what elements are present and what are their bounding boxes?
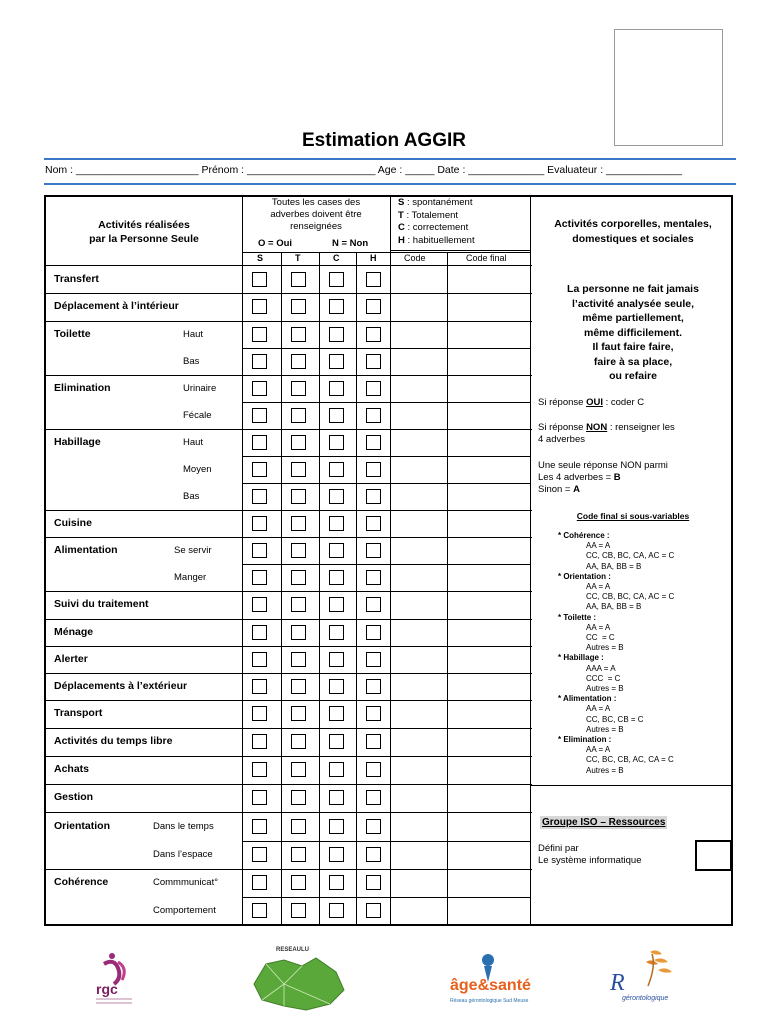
checkbox-t[interactable] — [291, 435, 306, 450]
code-final-cell[interactable] — [449, 758, 528, 782]
checkbox-c[interactable] — [329, 734, 344, 749]
column-h-header: H — [370, 253, 377, 263]
subvariable-rule: Autres = B — [586, 684, 624, 694]
legend-bottom-line — [390, 250, 530, 251]
document-title: Estimation AGGIR — [302, 130, 466, 151]
code-cell[interactable] — [392, 675, 445, 698]
code-cell[interactable] — [392, 899, 445, 922]
code-final-cell[interactable] — [449, 377, 528, 400]
checkbox-s[interactable] — [252, 462, 267, 477]
checkbox-t[interactable] — [291, 543, 306, 558]
header-cases-note: Toutes les cases des adverbes doivent être renseignées — [270, 197, 362, 232]
row-label: Gestion — [54, 791, 94, 803]
checkbox-h[interactable] — [366, 543, 381, 558]
subvariable-rule: Autres = B — [586, 765, 624, 775]
subvariable-rule: CC = C — [586, 633, 615, 643]
row-label: Ménage — [54, 625, 94, 638]
subvariable-name: * Alimentation : — [558, 694, 617, 704]
checkbox-s[interactable] — [252, 327, 267, 342]
subvariable-rule: AA, BA, BB = B — [586, 561, 642, 571]
checkbox-s[interactable] — [252, 875, 267, 890]
col-divider-2 — [356, 252, 357, 924]
checkbox-h[interactable] — [366, 903, 381, 918]
code-final-cell[interactable] — [449, 512, 528, 535]
col-divider-right-panel — [530, 196, 531, 924]
header-bottom-line — [44, 265, 532, 266]
checkbox-c[interactable] — [329, 597, 344, 612]
code-cell[interactable] — [392, 621, 445, 644]
checkbox-s[interactable] — [252, 903, 267, 918]
header-non: N = Non — [332, 238, 369, 249]
code-cell[interactable] — [392, 512, 445, 535]
subvariable-rule: Autres = B — [586, 724, 624, 734]
code-cell[interactable] — [392, 295, 445, 319]
checkbox-h[interactable] — [366, 847, 381, 862]
group-line-7 — [44, 591, 532, 592]
group-line-11 — [44, 700, 532, 701]
checkbox-t[interactable] — [291, 381, 306, 396]
row-label: Suivi du traitement — [54, 598, 149, 610]
adverb-legend: S : spontanément T : Totalement C : correctement H : habituellement — [398, 197, 475, 246]
row-label: Orientation — [54, 819, 111, 832]
checkbox-c[interactable] — [329, 847, 344, 862]
code-final-cell[interactable] — [449, 675, 528, 698]
row-sublabel: Dans le temps — [153, 820, 214, 832]
subvariable-rule: AA = A — [586, 622, 611, 632]
checkbox-h[interactable] — [366, 408, 381, 423]
checkbox-s[interactable] — [252, 652, 267, 667]
subvariable-rule: CC, BC, CB, AC, CA = C — [586, 755, 674, 765]
group-line-12 — [44, 728, 532, 729]
rule-non: Si réponse NON : renseigner les 4 adverbes — [538, 422, 675, 445]
checkbox-t[interactable] — [291, 734, 306, 749]
code-final-cell[interactable] — [449, 485, 528, 508]
code-final-cell[interactable] — [449, 871, 528, 895]
subvariable-rule: CC, CB, BC, CA, AC = C — [586, 592, 675, 602]
divider-top — [44, 158, 736, 160]
checkbox-s[interactable] — [252, 543, 267, 558]
group-line-4 — [44, 429, 532, 430]
checkbox-c[interactable] — [329, 381, 344, 396]
checkbox-c[interactable] — [329, 625, 344, 640]
reseau-gerontologique-logo — [606, 946, 680, 1010]
checkbox-s[interactable] — [252, 299, 267, 314]
checkbox-c[interactable] — [329, 679, 344, 694]
code-final-title: Code final si sous-variables — [576, 511, 690, 521]
checkbox-h[interactable] — [366, 462, 381, 477]
checkbox-h[interactable] — [366, 327, 381, 342]
code-final-cell[interactable] — [449, 295, 528, 319]
subvariable-rule: CC, CB, BC, CA, AC = C — [586, 551, 675, 561]
checkbox-h[interactable] — [366, 679, 381, 694]
group-line-3 — [44, 375, 532, 376]
reseau-map-logo — [244, 944, 350, 1014]
checkbox-s[interactable] — [252, 272, 267, 287]
checkbox-t[interactable] — [291, 875, 306, 890]
code-cell[interactable] — [392, 485, 445, 508]
iso-group-box[interactable] — [695, 840, 732, 871]
column-code-final-header: Code final — [466, 253, 507, 263]
code-cell[interactable] — [392, 458, 445, 481]
code-cell[interactable] — [392, 377, 445, 400]
code-final-cell[interactable] — [449, 730, 528, 754]
checkbox-h[interactable] — [366, 625, 381, 640]
subrow-line-21 — [242, 841, 530, 842]
code-cell[interactable] — [392, 843, 445, 867]
code-final-cell[interactable] — [449, 566, 528, 589]
group-line-13 — [44, 756, 532, 757]
row-label: Habillage — [54, 435, 101, 448]
checkbox-c[interactable] — [329, 299, 344, 314]
group-line-2 — [44, 321, 532, 322]
photo-placeholder — [614, 29, 723, 146]
subvariable-rule: Autres = B — [586, 643, 624, 653]
column-c-header: C — [333, 253, 340, 263]
checkbox-h[interactable] — [366, 570, 381, 585]
header-activity-types: Activités corporelles, mentales, domestiques et sociales — [554, 218, 712, 245]
row-label: Elimination — [54, 381, 111, 394]
code-cell[interactable] — [392, 404, 445, 427]
checkbox-t[interactable] — [291, 299, 306, 314]
svg-text:RESEAULU: RESEAULU — [276, 947, 310, 953]
svg-text:âge&santé: âge&santé — [450, 977, 531, 994]
checkbox-h[interactable] — [366, 762, 381, 777]
row-label: Déplacement à l’intérieur — [54, 300, 179, 312]
checkbox-c[interactable] — [329, 327, 344, 342]
row-label: Transfert — [54, 272, 99, 285]
code-cell[interactable] — [392, 786, 445, 810]
checkbox-t[interactable] — [291, 625, 306, 640]
checkbox-h[interactable] — [366, 597, 381, 612]
code-cell[interactable] — [392, 350, 445, 373]
row-sublabel: Haut — [183, 436, 204, 448]
divider-bottom — [44, 183, 736, 185]
column-code-header: Code — [404, 253, 426, 263]
checkbox-t[interactable] — [291, 462, 306, 477]
subvariable-rule: CC, BC, CB = C — [586, 714, 644, 724]
checkbox-t[interactable] — [291, 408, 306, 423]
checkbox-t[interactable] — [291, 597, 306, 612]
checkbox-c[interactable] — [329, 875, 344, 890]
row-label: Alerter — [54, 652, 88, 665]
checkbox-s[interactable] — [252, 625, 267, 640]
group-line-6 — [44, 537, 532, 538]
column-t-header: T — [295, 253, 301, 263]
code-final-cell[interactable] — [449, 899, 528, 922]
row-sublabel: Fécale — [183, 409, 212, 421]
svg-text:gérontologique: gérontologique — [622, 995, 669, 1002]
subvariable-name: * Elimination : — [558, 735, 612, 745]
subrow-line-11 — [242, 564, 530, 565]
age-sante-logo — [448, 950, 531, 1008]
checkbox-c[interactable] — [329, 462, 344, 477]
col-divider-activities — [242, 196, 243, 924]
subrow-line-7 — [242, 456, 530, 457]
row-sublabel: Bas — [183, 490, 200, 502]
code-final-cell[interactable] — [449, 539, 528, 562]
subvariable-name: * Cohérence : — [558, 531, 610, 540]
group-line-15 — [44, 812, 532, 813]
subvariable-rule: AA = A — [586, 745, 611, 755]
checkbox-s[interactable] — [252, 847, 267, 862]
row-label: Cohérence — [54, 876, 109, 888]
identity-line: Nom : _____________________ Prénom : ______________________ Age : _____ Date : _____________ Evaluateur : _____________ — [45, 164, 682, 176]
rule-oui: Si réponse OUI : coder C — [538, 397, 645, 408]
code-cell[interactable] — [392, 566, 445, 589]
header-oui: O = Oui — [258, 238, 293, 249]
checkbox-t[interactable] — [291, 790, 306, 805]
subvariable-name: * Habillage : — [558, 653, 604, 663]
subrow-line-23 — [242, 897, 530, 898]
row-label: Activités du temps libre — [54, 735, 173, 747]
checkbox-t[interactable] — [291, 706, 306, 721]
checkbox-s[interactable] — [252, 679, 267, 694]
svg-text:R: R — [610, 970, 625, 996]
code-final-cell[interactable] — [449, 786, 528, 810]
row-sublabel: Urinaire — [183, 382, 217, 394]
group-line-16 — [44, 869, 532, 870]
code-final-cell[interactable] — [449, 431, 528, 454]
checkbox-h[interactable] — [366, 734, 381, 749]
row-sublabel: Bas — [183, 355, 200, 367]
code-cell[interactable] — [392, 323, 445, 346]
group-line-5 — [44, 510, 532, 511]
code-final-cell[interactable] — [449, 814, 528, 839]
checkbox-c[interactable] — [329, 272, 344, 287]
code-final-cell[interactable] — [449, 593, 528, 617]
checkbox-s[interactable] — [252, 819, 267, 834]
col-divider-0 — [281, 252, 282, 924]
checkbox-h[interactable] — [366, 790, 381, 805]
checkbox-h[interactable] — [366, 299, 381, 314]
row-sublabel: Dans l’espace — [153, 849, 213, 860]
code-final-cell[interactable] — [449, 268, 528, 291]
subvariable-rule: CCC = C — [586, 673, 621, 683]
checkbox-t[interactable] — [291, 762, 306, 777]
checkbox-t[interactable] — [291, 272, 306, 287]
col-divider-1 — [319, 252, 320, 924]
rgc-logo — [92, 948, 142, 1008]
group-line-14 — [44, 784, 532, 785]
row-sublabel: Moyen — [183, 463, 212, 475]
column-s-header: S — [257, 253, 264, 263]
code-cell[interactable] — [392, 431, 445, 454]
code-cell[interactable] — [392, 593, 445, 617]
checkbox-t[interactable] — [291, 327, 306, 342]
subvariable-name: * Toilette : — [558, 612, 597, 622]
checkbox-t[interactable] — [291, 354, 306, 369]
checkbox-c[interactable] — [329, 762, 344, 777]
rule-text: La personne ne fait jamais l’activité analysée seule, même partiellement, même difficilement. Il faut faire faire, faire à sa place, ou refaire — [567, 283, 699, 382]
checkbox-h[interactable] — [366, 489, 381, 504]
subvariable-rule: AA = A — [586, 704, 611, 714]
checkbox-s[interactable] — [252, 570, 267, 585]
subvariable-rules — [558, 531, 674, 776]
checkbox-c[interactable] — [329, 706, 344, 721]
checkbox-h[interactable] — [366, 875, 381, 890]
checkbox-s[interactable] — [252, 762, 267, 777]
row-label: Achats — [54, 763, 90, 775]
checkbox-h[interactable] — [366, 435, 381, 450]
row-sublabel: Se servir — [174, 544, 212, 556]
code-final-cell[interactable] — [449, 323, 528, 346]
checkbox-h[interactable] — [366, 516, 381, 531]
code-cell[interactable] — [392, 648, 445, 671]
svg-text:Réseau gérontologique Sud Meus: Réseau gérontologique Sud Meuse — [450, 998, 529, 1004]
header-activities: Activités réalisées par la Personne Seule — [89, 219, 199, 245]
iso-group-title: Groupe ISO – Ressources — [542, 817, 666, 828]
checkbox-c[interactable] — [329, 652, 344, 667]
subvariable-rule: AA, BA, BB = B — [586, 602, 642, 612]
checkbox-t[interactable] — [291, 903, 306, 918]
checkbox-t[interactable] — [291, 489, 306, 504]
code-cell[interactable] — [392, 268, 445, 291]
subrow-line-5 — [242, 402, 530, 403]
group-line-10 — [44, 673, 532, 674]
row-label: Alimentation — [54, 543, 118, 556]
row-label: Déplacements à l’extérieur — [54, 679, 188, 692]
code-cell[interactable] — [392, 758, 445, 782]
checkbox-h[interactable] — [366, 381, 381, 396]
checkbox-c[interactable] — [329, 570, 344, 585]
code-final-cell[interactable] — [449, 404, 528, 427]
subvariable-rule: AA = A — [586, 582, 611, 592]
row-sublabel: Manger — [174, 571, 207, 583]
row-sublabel: Comportement — [153, 904, 216, 916]
checkbox-c[interactable] — [329, 543, 344, 558]
subvariable-rule: AAA = A — [586, 663, 616, 673]
code-cell[interactable] — [392, 539, 445, 562]
checkbox-s[interactable] — [252, 790, 267, 805]
checkbox-s[interactable] — [252, 734, 267, 749]
row-label: Cuisine — [54, 516, 92, 529]
checkbox-c[interactable] — [329, 516, 344, 531]
code-final-cell[interactable] — [449, 843, 528, 867]
checkbox-h[interactable] — [366, 652, 381, 667]
code-final-cell[interactable] — [449, 458, 528, 481]
checkbox-t[interactable] — [291, 847, 306, 862]
subrow-line-3 — [242, 348, 530, 349]
rule-single-non: Une seule réponse NON parmi Les 4 adverbes = B Sinon = A — [538, 460, 668, 495]
subrow-line-8 — [242, 483, 530, 484]
checkbox-s[interactable] — [252, 597, 267, 612]
checkbox-c[interactable] — [329, 819, 344, 834]
checkbox-s[interactable] — [252, 381, 267, 396]
code-cell[interactable] — [392, 702, 445, 726]
checkbox-c[interactable] — [329, 354, 344, 369]
code-final-cell[interactable] — [449, 621, 528, 644]
iso-definition: Défini par Le système informatique — [538, 843, 642, 866]
checkbox-s[interactable] — [252, 706, 267, 721]
checkbox-h[interactable] — [366, 354, 381, 369]
row-label: Toilette — [54, 327, 91, 340]
checkbox-t[interactable] — [291, 570, 306, 585]
group-line-9 — [44, 646, 532, 647]
checkbox-s[interactable] — [252, 489, 267, 504]
checkbox-t[interactable] — [291, 652, 306, 667]
checkbox-s[interactable] — [252, 408, 267, 423]
checkbox-t[interactable] — [291, 819, 306, 834]
checkbox-t[interactable] — [291, 679, 306, 694]
subvariable-name: * Orientation : — [558, 571, 611, 581]
code-final-cell[interactable] — [449, 350, 528, 373]
checkbox-c[interactable] — [329, 408, 344, 423]
group-line-8 — [44, 619, 532, 620]
right-panel-separator — [530, 785, 733, 786]
checkbox-c[interactable] — [329, 790, 344, 805]
code-final-cell[interactable] — [449, 702, 528, 726]
code-cell[interactable] — [392, 871, 445, 895]
subvariable-rule: AA = A — [586, 541, 611, 551]
code-final-cell[interactable] — [449, 648, 528, 671]
row-sublabel: Commmunicat° — [153, 877, 219, 888]
col-divider-4 — [447, 252, 448, 924]
code-cell[interactable] — [392, 730, 445, 754]
checkbox-h[interactable] — [366, 819, 381, 834]
code-cell[interactable] — [392, 814, 445, 839]
col-divider-3 — [390, 252, 391, 924]
checkbox-s[interactable] — [252, 435, 267, 450]
row-sublabel: Haut — [183, 328, 204, 340]
row-label: Transport — [54, 707, 103, 719]
group-line-1 — [44, 293, 532, 294]
checkbox-c[interactable] — [329, 435, 344, 450]
checkbox-s[interactable] — [252, 516, 267, 531]
checkbox-h[interactable] — [366, 706, 381, 721]
checkbox-t[interactable] — [291, 516, 306, 531]
checkbox-s[interactable] — [252, 354, 267, 369]
svg-text:rgc: rgc — [96, 981, 118, 997]
checkbox-c[interactable] — [329, 489, 344, 504]
checkbox-h[interactable] — [366, 272, 381, 287]
checkbox-c[interactable] — [329, 903, 344, 918]
